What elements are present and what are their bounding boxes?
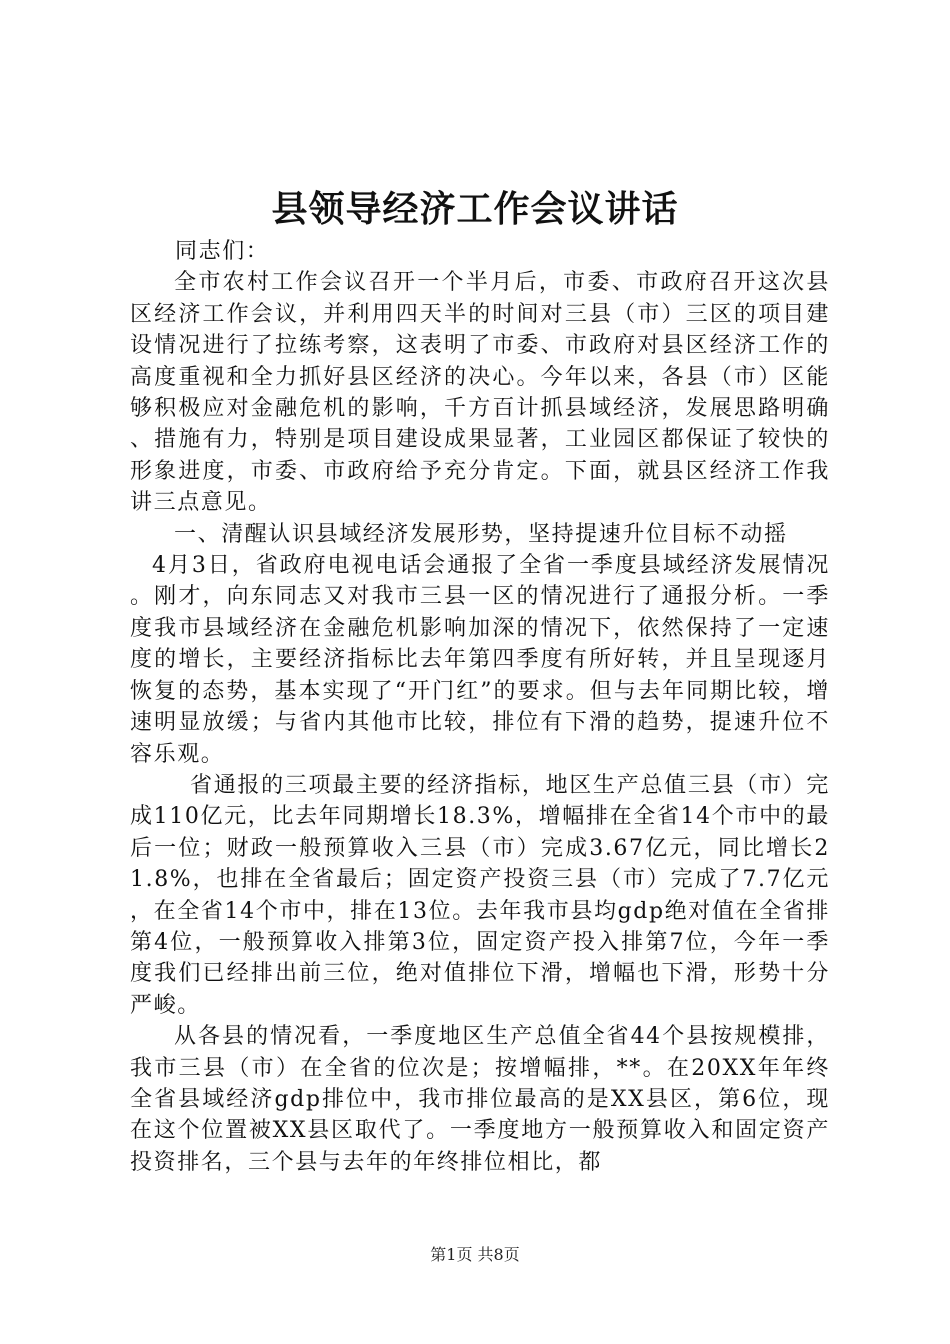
document-body bbox=[130, 236, 830, 1178]
paragraph-situation: 4月3日，省政府电视电话会通报了全省一季度县域经济发展情况。刚才，向东同志又对我市三县一区的情况进行了通报分析。一季度我市县域经济在金融危机影响加深的情况下，依然保持了一定速度的增长，主要经济指标比去年第四季度有所好转，并且呈现逐月恢复的态势，基本实现了“开门红”的要求。但与去年同期比较，增速明显放缓；与省内其他市比较，排位有下滑的趋势，提速升位不容乐观。 bbox=[130, 553, 830, 767]
page-number-footer: 第1页 共8页 bbox=[430, 1245, 520, 1264]
section-heading-1: 一、清醒认识县域经济发展形势，坚持提速升位目标不动摇 bbox=[174, 521, 788, 547]
paragraph-intro: 全市农村工作会议召开一个半月后，市委、市政府召开这次县区经济工作会议，并利用四天半的时间对三县（市）三区的项目建设情况进行了拉练考察，这表明了市委、市政府对县区经济工作的高度重视和全力抓好县区经济的决心。今年以来，各县（市）区能够积极应对金融危机的影响，千方百计抓县域经济，发展思路明确、措施有力，特别是项目建设成果显著，工业园区都保证了较快的形象进度，市委、市政府给予充分肯定。下面，就县区经济工作我讲三点意见。 bbox=[130, 270, 830, 516]
greeting-line: 同志们： bbox=[175, 239, 270, 264]
paragraph-indicators: 省通报的三项最主要的经济指标，地区生产总值三县（市）完成110亿元，比去年同期增长18.3%，增幅排在全省14个市中的最后一位；财政一般预算收入三县（市）完成3.67亿元，同比增长21.8%，也排在全省最后；固定资产投资三县（市）完成了7.7亿元，在全省14个市中，排在13位。去年我市县均gdp绝对值在全省排第4位，一般预算收入排第3位，固定资产投入排第7位，今年一季度我们已经排出前三位，绝对值排位下滑，增幅也下滑，形势十分严峻。 bbox=[130, 772, 830, 1018]
document-title: 县领导经济工作会议讲话 bbox=[271, 188, 679, 230]
paragraph-county-ranking: 从各县的情况看，一季度地区生产总值全省44个县按规模排，我市三县（市）在全省的位次是；按增幅排，**。在20XX年年终全省县域经济gdp排位中，我市排位最高的是XX县区，第6位，现在这个位置被XX县区取代了。一季度地方一般预算收入和固定资产投资排名，三个县与去年的年终排位相比，都 bbox=[130, 1024, 830, 1175]
